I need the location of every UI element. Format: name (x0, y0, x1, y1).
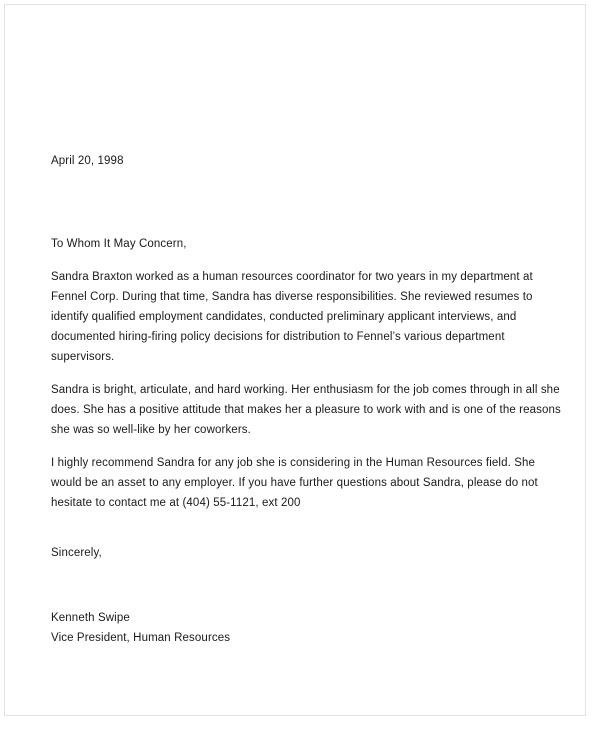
letter-body (51, 151, 563, 648)
letter-paragraph-3: I highly recommend Sandra for any job she is considering in the Human Resources field. She would be an asset to any employer. If you have further questions about Sandra, please do not hesitate to contact me at (404) 55-1121, ext 200 (51, 457, 538, 509)
letter-date: April 20, 1998 (51, 155, 124, 167)
letter-closing: Sincerely, (51, 547, 102, 559)
letter-salutation: To Whom It May Concern, (51, 238, 187, 250)
letter-paragraph-2: Sandra is bright, articulate, and hard working. Her enthusiasm for the job comes through in all she does. She has a positive attitude that makes her a pleasure to work with and is one of the reasons she was so well-like by her coworkers. (51, 384, 561, 436)
signature-block (51, 608, 563, 648)
document-page (4, 4, 586, 716)
letter-paragraph-1: Sandra Braxton worked as a human resources coordinator for two years in my department at Fennel Corp. During that time, Sandra has diverse responsibilities. She reviewed resumes to identify qualified employment candidates, conducted preliminary applicant interviews, and documented hiring-firing policy decisions for distribution to Fennel’s various department supervisors. (51, 271, 533, 363)
signatory-name: Kenneth Swipe (51, 612, 130, 624)
signatory-title: Vice President, Human Resources (51, 632, 231, 644)
